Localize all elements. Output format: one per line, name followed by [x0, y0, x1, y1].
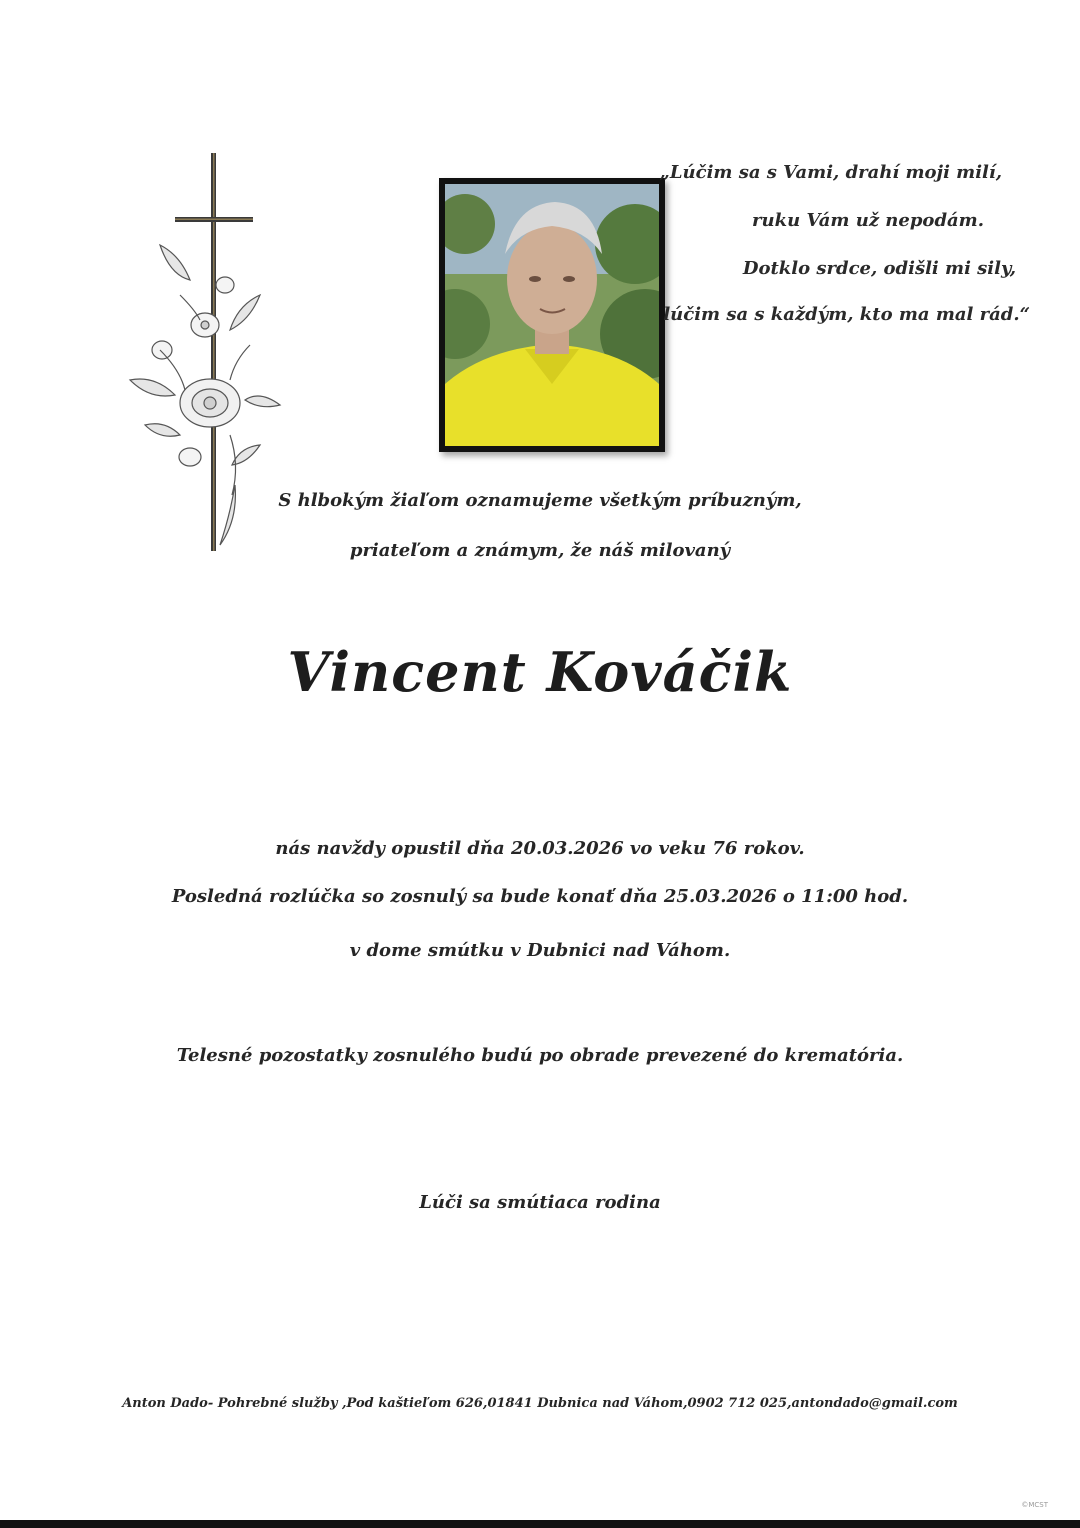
announcement-line: S hlbokým žiaľom oznamujeme všetkým príbuzným, [278, 490, 802, 511]
detail-line: Posledná rozlúčka so zosnulý sa bude konať dňa 25.03.2026 o 11:00 hod. [171, 886, 909, 907]
detail-line: v dome smútku v Dubnici nad Váhom. [349, 940, 731, 961]
poem-line: ruku Vám už nepodám. [752, 210, 984, 231]
footer-contact: Anton Dado- Pohrebné služby ,Pod kaštieľom 626,01841 Dubnica nad Váhom,0902 712 025,antondado@gmail.com [122, 1396, 958, 1411]
bottom-border [0, 1520, 1080, 1528]
detail-line: nás navždy opustil dňa 20.03.2026 vo veku 76 rokov. [275, 838, 805, 859]
cremation-note: Telesné pozostatky zosnulého budú po obrade prevezené do krematória. [176, 1045, 904, 1066]
poem-line: lúčim sa s každým, kto ma mal rád.“ [663, 304, 1030, 325]
announcement-line: priateľom a známym, že náš milovaný [349, 540, 731, 561]
deceased-name: Vincent Kováčik [287, 640, 793, 704]
watermark: ©MCST [1021, 1501, 1048, 1509]
family-signoff: Lúči sa smútiaca rodina [419, 1192, 661, 1213]
poem-line: Dotklo srdce, odišli mi sily, [742, 258, 1016, 279]
poem-line: „Lúčim sa s Vami, drahí moji milí, [659, 162, 1002, 183]
portrait-photo [439, 178, 665, 452]
